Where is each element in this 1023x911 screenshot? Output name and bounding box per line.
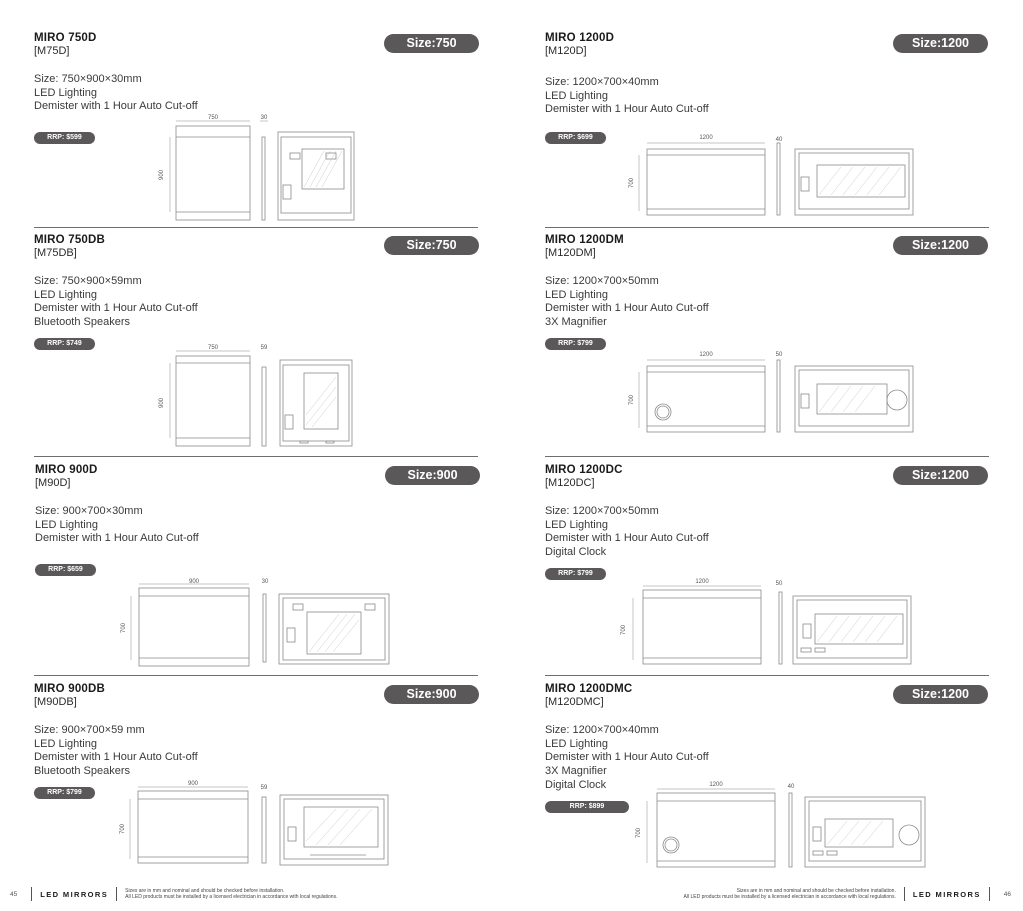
spec-line: LED Lighting — [35, 518, 98, 531]
spec-line: LED Lighting — [545, 288, 608, 301]
width-dimension-label: 750 — [207, 115, 219, 121]
rrp-badge: RRP: $659 — [35, 564, 96, 576]
footer-note — [125, 888, 337, 901]
height-dimension-label: 700 — [636, 827, 642, 839]
section-divider — [34, 227, 478, 228]
section-divider — [545, 456, 989, 457]
depth-dimension-label: 59 — [260, 345, 268, 351]
rrp-badge: RRP: $799 — [34, 787, 95, 799]
footer-separator — [904, 887, 905, 901]
spec-line: Demister with 1 Hour Auto Cut-off — [34, 751, 198, 764]
product-code: [M75DB] — [34, 247, 77, 259]
product-name: MIRO 1200D — [545, 32, 615, 44]
product-name: MIRO 750D — [34, 32, 97, 44]
mirror-front-outline — [139, 588, 249, 666]
demister-pad — [825, 819, 893, 847]
mirror-front-outline — [647, 149, 765, 215]
technical-drawing — [625, 346, 925, 436]
mirror-side-outline — [262, 797, 266, 863]
mirror-side-outline — [777, 143, 780, 215]
product-specs — [34, 73, 198, 114]
footer-right — [684, 884, 1011, 904]
spec-line: LED Lighting — [545, 89, 608, 102]
product-name: MIRO 750DB — [34, 234, 106, 246]
mirror-side-outline — [262, 367, 266, 446]
depth-dimension-label: 59 — [260, 785, 268, 791]
product-code: [M75D] — [34, 45, 70, 57]
product-name: MIRO 900D — [35, 464, 98, 476]
spec-line: Demister with 1 Hour Auto Cut-off — [35, 532, 199, 545]
mirror-back-outline — [795, 366, 913, 432]
height-dimension-label: 700 — [121, 622, 127, 634]
magnifier-outline — [663, 837, 679, 853]
mirror-back-outline — [279, 594, 389, 664]
spec-line: LED Lighting — [545, 518, 608, 531]
footer-brand: LED MIRRORS — [40, 889, 109, 899]
depth-dimension-label: 40 — [787, 784, 795, 790]
section-divider — [545, 227, 989, 228]
size-badge: Size:1200 — [893, 34, 988, 53]
width-dimension-label: 750 — [207, 345, 219, 351]
spec-line: Demister with 1 Hour Auto Cut-off — [545, 302, 709, 315]
mirror-front-outline — [643, 590, 761, 664]
product-specs — [35, 505, 199, 546]
spec-line: LED Lighting — [34, 288, 97, 301]
technical-drawing — [625, 129, 925, 219]
height-dimension-label: 700 — [629, 177, 635, 189]
product-miro-900d — [35, 464, 480, 686]
product-miro-1200dmc — [545, 683, 988, 905]
mirror-back-outline — [795, 149, 913, 215]
spec-line: Bluetooth Speakers — [34, 316, 131, 329]
mirror-front-outline — [176, 356, 250, 446]
rrp-badge: RRP: $899 — [545, 801, 629, 813]
height-dimension-label: 900 — [159, 169, 165, 181]
mirror-side-outline — [779, 592, 782, 664]
height-dimension-label: 700 — [629, 394, 635, 406]
depth-dimension-label: 50 — [775, 581, 783, 587]
spec-line: Digital Clock — [545, 778, 607, 791]
rrp-badge: RRP: $699 — [545, 132, 606, 144]
demister-pad — [307, 612, 361, 654]
footer-brand: LED MIRRORS — [912, 889, 981, 899]
product-miro-1200dm — [545, 234, 988, 456]
size-badge: Size:900 — [385, 466, 480, 485]
rrp-badge: RRP: $799 — [545, 568, 606, 580]
depth-dimension-label: 40 — [775, 137, 783, 143]
product-name: MIRO 1200DM — [545, 234, 624, 246]
spec-line: LED Lighting — [34, 737, 97, 750]
height-dimension-label: 900 — [159, 397, 165, 409]
product-specs — [545, 505, 709, 560]
size-badge: Size:1200 — [893, 685, 988, 704]
width-dimension-label: 1200 — [699, 352, 713, 358]
product-code: [M120D] — [545, 45, 587, 57]
footer-note-line: All LED products must be installed by a licensed electrician in accordance with local regulations. — [125, 894, 338, 900]
size-badge: Size:1200 — [893, 236, 988, 255]
product-miro-750db — [34, 234, 479, 456]
product-specs — [545, 275, 709, 330]
size-badge: Size:1200 — [893, 466, 988, 485]
footer-left — [10, 884, 337, 904]
mirror-front-outline — [176, 126, 250, 220]
spec-line: Demister with 1 Hour Auto Cut-off — [545, 103, 709, 116]
footer-note-line: All LED products must be installed by a licensed electrician in accordance with local regulations. — [683, 894, 896, 900]
width-dimension-label: 1200 — [709, 782, 723, 788]
spec-line: Size: 1200×700×50mm — [545, 275, 659, 287]
size-badge: Size:900 — [384, 685, 479, 704]
demister-pad — [302, 149, 344, 189]
spec-line: 3X Magnifier — [545, 765, 607, 778]
spec-line: Size: 900×700×59 mm — [34, 724, 145, 736]
product-specs — [34, 724, 198, 779]
technical-drawing — [631, 779, 951, 871]
spec-line: Demister with 1 Hour Auto Cut-off — [34, 302, 198, 315]
mirror-back-outline — [805, 797, 925, 867]
width-dimension-label: 900 — [188, 579, 200, 585]
page-number: 46 — [1003, 890, 1011, 898]
footer-separator — [116, 887, 117, 901]
size-badge: Size:750 — [384, 34, 479, 53]
section-divider — [34, 456, 478, 457]
spec-line: LED Lighting — [34, 86, 97, 99]
size-badge: Size:750 — [384, 236, 479, 255]
spec-line: Size: 1200×700×40mm — [545, 724, 659, 736]
mirror-side-outline — [789, 793, 792, 867]
mirror-side-outline — [263, 594, 266, 662]
spec-line: Size: 900×700×30mm — [35, 505, 143, 517]
technical-drawing — [613, 576, 933, 666]
spec-line: Bluetooth Speakers — [34, 765, 131, 778]
spec-line: 3X Magnifier — [545, 316, 607, 329]
spec-line: Demister with 1 Hour Auto Cut-off — [34, 100, 198, 113]
footer-note-line: Sizes are in mm and nominal and should be checked before installation. — [736, 887, 896, 894]
depth-dimension-label: 30 — [261, 579, 269, 585]
product-miro-1200dc — [545, 464, 988, 686]
spec-line: Demister with 1 Hour Auto Cut-off — [545, 532, 709, 545]
footer-separator — [31, 887, 32, 901]
spec-line: Size: 1200×700×50mm — [545, 505, 659, 517]
mirror-front-outline — [657, 793, 775, 867]
spec-line: Size: 750×900×59mm — [34, 275, 142, 287]
mirror-side-outline — [262, 137, 265, 220]
footer-note-line: Sizes are in mm and nominal and should be checked before installation. — [125, 887, 285, 894]
product-name: MIRO 900DB — [34, 683, 106, 695]
width-dimension-label: 1200 — [699, 135, 713, 141]
technical-drawing — [154, 115, 484, 225]
spec-line: Size: 1200×700×40mm — [545, 76, 659, 88]
product-code: [M90DB] — [34, 696, 77, 708]
spec-line: Size: 750×900×30mm — [34, 73, 142, 85]
mirror-front-outline — [647, 366, 765, 432]
product-miro-1200d — [545, 32, 988, 254]
footer-note — [684, 888, 896, 901]
product-miro-900db — [34, 683, 479, 905]
demister-pad — [304, 807, 378, 847]
product-miro-750d — [34, 32, 479, 254]
rrp-badge: RRP: $749 — [34, 338, 95, 350]
mirror-front-outline — [138, 791, 248, 863]
product-specs — [545, 76, 709, 117]
rrp-badge: RRP: $599 — [34, 132, 95, 144]
spec-line: LED Lighting — [545, 737, 608, 750]
technical-drawing — [154, 345, 484, 455]
depth-dimension-label: 50 — [775, 352, 783, 358]
section-divider — [545, 675, 989, 676]
section-divider — [34, 675, 478, 676]
page-number: 45 — [10, 890, 18, 898]
depth-dimension-label: 30 — [260, 115, 268, 121]
mirror-side-outline — [777, 360, 780, 432]
footer-separator — [989, 887, 990, 901]
product-code: [M90D] — [35, 477, 71, 489]
width-dimension-label: 1200 — [695, 579, 709, 585]
width-dimension-label: 900 — [187, 781, 199, 787]
product-name: MIRO 1200DMC — [545, 683, 633, 695]
height-dimension-label: 700 — [621, 624, 627, 636]
product-code: [M120DM] — [545, 247, 596, 259]
technical-drawing — [115, 580, 445, 670]
product-code: [M120DC] — [545, 477, 595, 489]
spec-line: Digital Clock — [545, 546, 607, 559]
height-dimension-label: 700 — [120, 823, 126, 835]
demister-pad — [817, 384, 887, 414]
spec-line: Demister with 1 Hour Auto Cut-off — [545, 751, 709, 764]
product-specs — [34, 275, 198, 330]
product-code: [M120DMC] — [545, 696, 604, 708]
rrp-badge: RRP: $799 — [545, 338, 606, 350]
technical-drawing — [114, 781, 444, 871]
product-name: MIRO 1200DC — [545, 464, 623, 476]
